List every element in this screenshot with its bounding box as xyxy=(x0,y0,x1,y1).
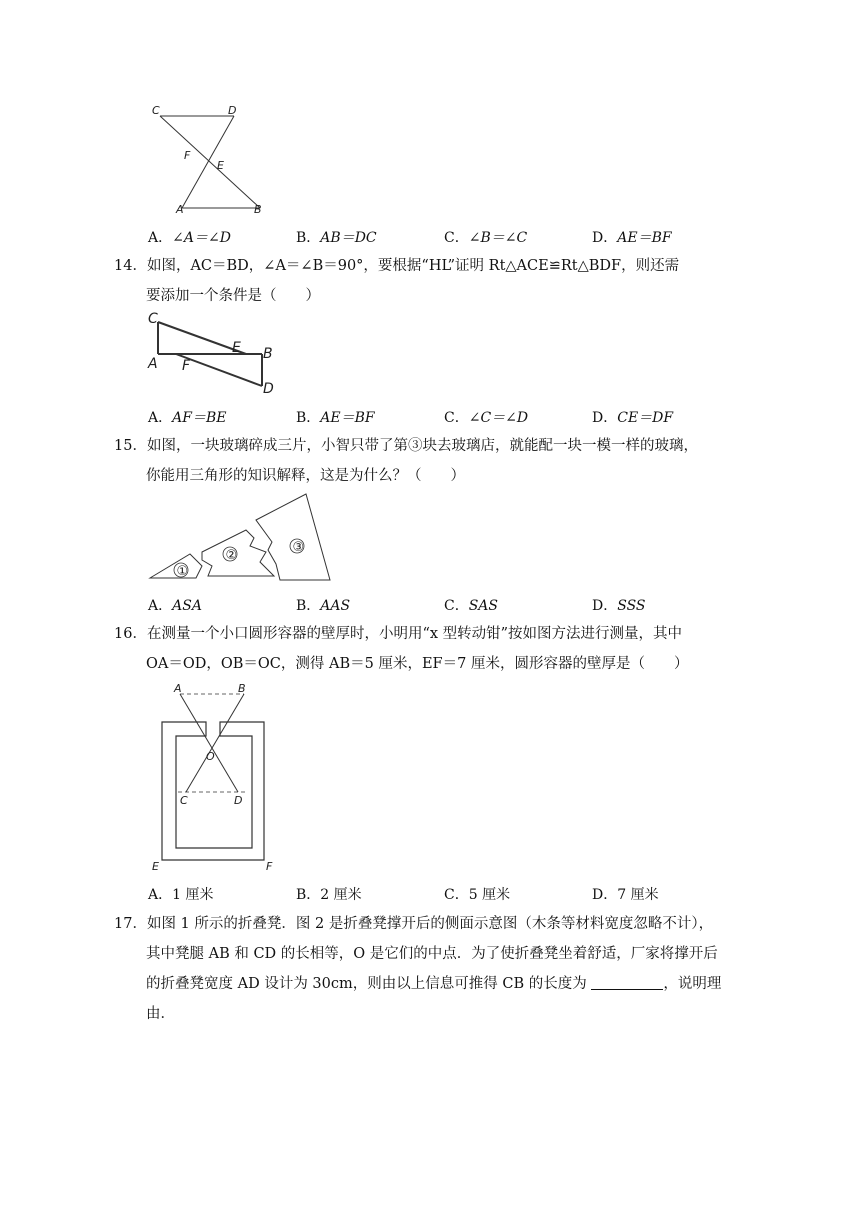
q14-option-c[interactable] xyxy=(444,407,528,427)
option-letter: D． xyxy=(592,598,618,614)
q15-option-b[interactable] xyxy=(296,595,350,615)
q16-figure xyxy=(148,680,282,876)
q17-line3 xyxy=(114,969,744,999)
option-text: 2 厘米 xyxy=(320,887,362,903)
option-text: ∠A＝∠D xyxy=(172,230,231,246)
option-text: SSS xyxy=(617,598,646,614)
q14-label-e: E xyxy=(232,340,241,356)
q15-piece1-label: ① xyxy=(176,564,189,579)
q15-piece3-label: ③ xyxy=(292,540,305,555)
q14-option-d[interactable] xyxy=(592,407,673,427)
q16-label-c: C xyxy=(180,794,188,807)
q13-option-b[interactable] xyxy=(296,227,377,247)
q17-line2: 其中凳腿 AB 和 CD 的长相等，O 是它们的中点．为了使折叠凳坐着舒适，厂家将撑开后 xyxy=(146,946,718,962)
option-text: 5 厘米 xyxy=(468,887,511,903)
q14-options xyxy=(148,407,768,429)
option-text: 1 厘米 xyxy=(172,887,214,903)
option-letter: B． xyxy=(296,887,321,903)
q14-label-f: F xyxy=(182,358,191,374)
q14-option-b[interactable] xyxy=(296,407,375,427)
q15-figure xyxy=(146,490,342,586)
option-letter: A． xyxy=(148,598,173,614)
q15-option-a[interactable] xyxy=(148,595,202,615)
q16-option-b[interactable] xyxy=(296,884,362,904)
q13-label-f: F xyxy=(184,149,191,162)
q13-label-e: E xyxy=(217,159,224,172)
option-text: 7 厘米 xyxy=(617,887,659,903)
q14-line2: 要添加一个条件是（ ） xyxy=(146,288,320,304)
q14-stem xyxy=(114,251,744,311)
q16-label-b: B xyxy=(238,682,246,695)
option-text: SAS xyxy=(468,598,499,614)
option-text: ∠C＝∠D xyxy=(468,410,529,426)
q16-label-a: A xyxy=(174,682,182,695)
q13-option-d[interactable] xyxy=(592,227,672,247)
q17-stem xyxy=(114,909,744,1029)
q16-option-c[interactable] xyxy=(444,884,510,904)
q17-line1: 17．如图 1 所示的折叠凳．图 2 是折叠凳撑开后的侧面示意图（木条等材料宽度忽略不计）， xyxy=(114,916,714,932)
q13-option-a[interactable] xyxy=(148,227,231,247)
option-text: ASA xyxy=(172,598,202,614)
q13-options xyxy=(148,227,768,249)
q15-piece2-label: ② xyxy=(225,548,238,563)
option-letter: C． xyxy=(444,410,469,426)
q16-option-a[interactable] xyxy=(148,884,213,904)
option-text: ∠B＝∠C xyxy=(468,230,528,246)
option-letter: B． xyxy=(296,410,321,426)
q16-line2: OA＝OD，OB＝OC，测得 AB＝5 厘米，EF＝7 厘米，圆形容器的壁厚是（ ） xyxy=(146,656,689,672)
q15-line2: 你能用三角形的知识解释，这是为什么？（ ） xyxy=(146,468,465,484)
q16-line1: 16．在测量一个小口圆形容器的壁厚时，小明用“x 型转动钳”按如图方法进行测量，其中 xyxy=(114,626,683,642)
q14-line1: 14．如图，AC＝BD，∠A＝∠B＝90°，要根据“HL”证明 Rt△ACE≌Rt△BDF，则还需 xyxy=(114,258,680,274)
option-letter: A． xyxy=(148,887,173,903)
option-letter: D． xyxy=(592,887,618,903)
q14-figure xyxy=(146,308,286,396)
option-letter: D． xyxy=(592,230,618,246)
option-letter: D． xyxy=(592,410,618,426)
option-letter: C． xyxy=(444,887,469,903)
option-letter: A． xyxy=(148,230,173,246)
option-text: CE＝DF xyxy=(617,410,674,426)
option-letter: C． xyxy=(444,598,469,614)
q13-label-c: C xyxy=(152,104,160,117)
option-letter: A． xyxy=(148,410,173,426)
q14-label-b: B xyxy=(263,346,273,362)
option-text: AE＝BF xyxy=(617,230,672,246)
q13-label-a: A xyxy=(176,203,184,216)
q15-option-c[interactable] xyxy=(444,595,498,615)
q16-option-d[interactable] xyxy=(592,884,659,904)
q14-option-a[interactable] xyxy=(148,407,226,427)
q15-stem xyxy=(114,431,744,491)
q16-options xyxy=(148,884,768,906)
q16-stem xyxy=(114,619,744,679)
option-text: AF＝BE xyxy=(172,410,227,426)
q14-label-a: A xyxy=(148,356,158,372)
q17-line3-after-blank: ，说明理 xyxy=(663,976,722,992)
option-text: AE＝BF xyxy=(320,410,375,426)
q13-option-c[interactable] xyxy=(444,227,527,247)
q13-label-b: B xyxy=(254,203,262,216)
answer-blank[interactable] xyxy=(591,975,663,990)
option-letter: B． xyxy=(296,598,321,614)
q17-line3-before-blank: 的折叠凳宽度 AD 设计为 30cm，则由以上信息可推得 CB 的长度为 xyxy=(146,976,592,992)
option-letter: C． xyxy=(444,230,469,246)
q15-option-d[interactable] xyxy=(592,595,646,615)
option-letter: B． xyxy=(296,230,321,246)
option-text: AB＝DC xyxy=(320,230,377,246)
q17-line4: 由． xyxy=(146,1006,175,1022)
q13-figure xyxy=(148,100,268,216)
q13-label-d: D xyxy=(228,104,237,117)
q15-line1: 15．如图，一块玻璃碎成三片，小智只带了第③块去玻璃店，就能配一块一模一样的玻璃， xyxy=(114,438,698,454)
q14-label-d: D xyxy=(263,381,274,396)
q14-label-c: C xyxy=(148,311,158,327)
q16-label-f: F xyxy=(266,860,273,873)
option-text: AAS xyxy=(320,598,351,614)
q16-label-e: E xyxy=(152,860,159,873)
q16-label-o: O xyxy=(206,750,215,763)
q16-label-d: D xyxy=(234,794,243,807)
q15-options xyxy=(148,595,768,617)
